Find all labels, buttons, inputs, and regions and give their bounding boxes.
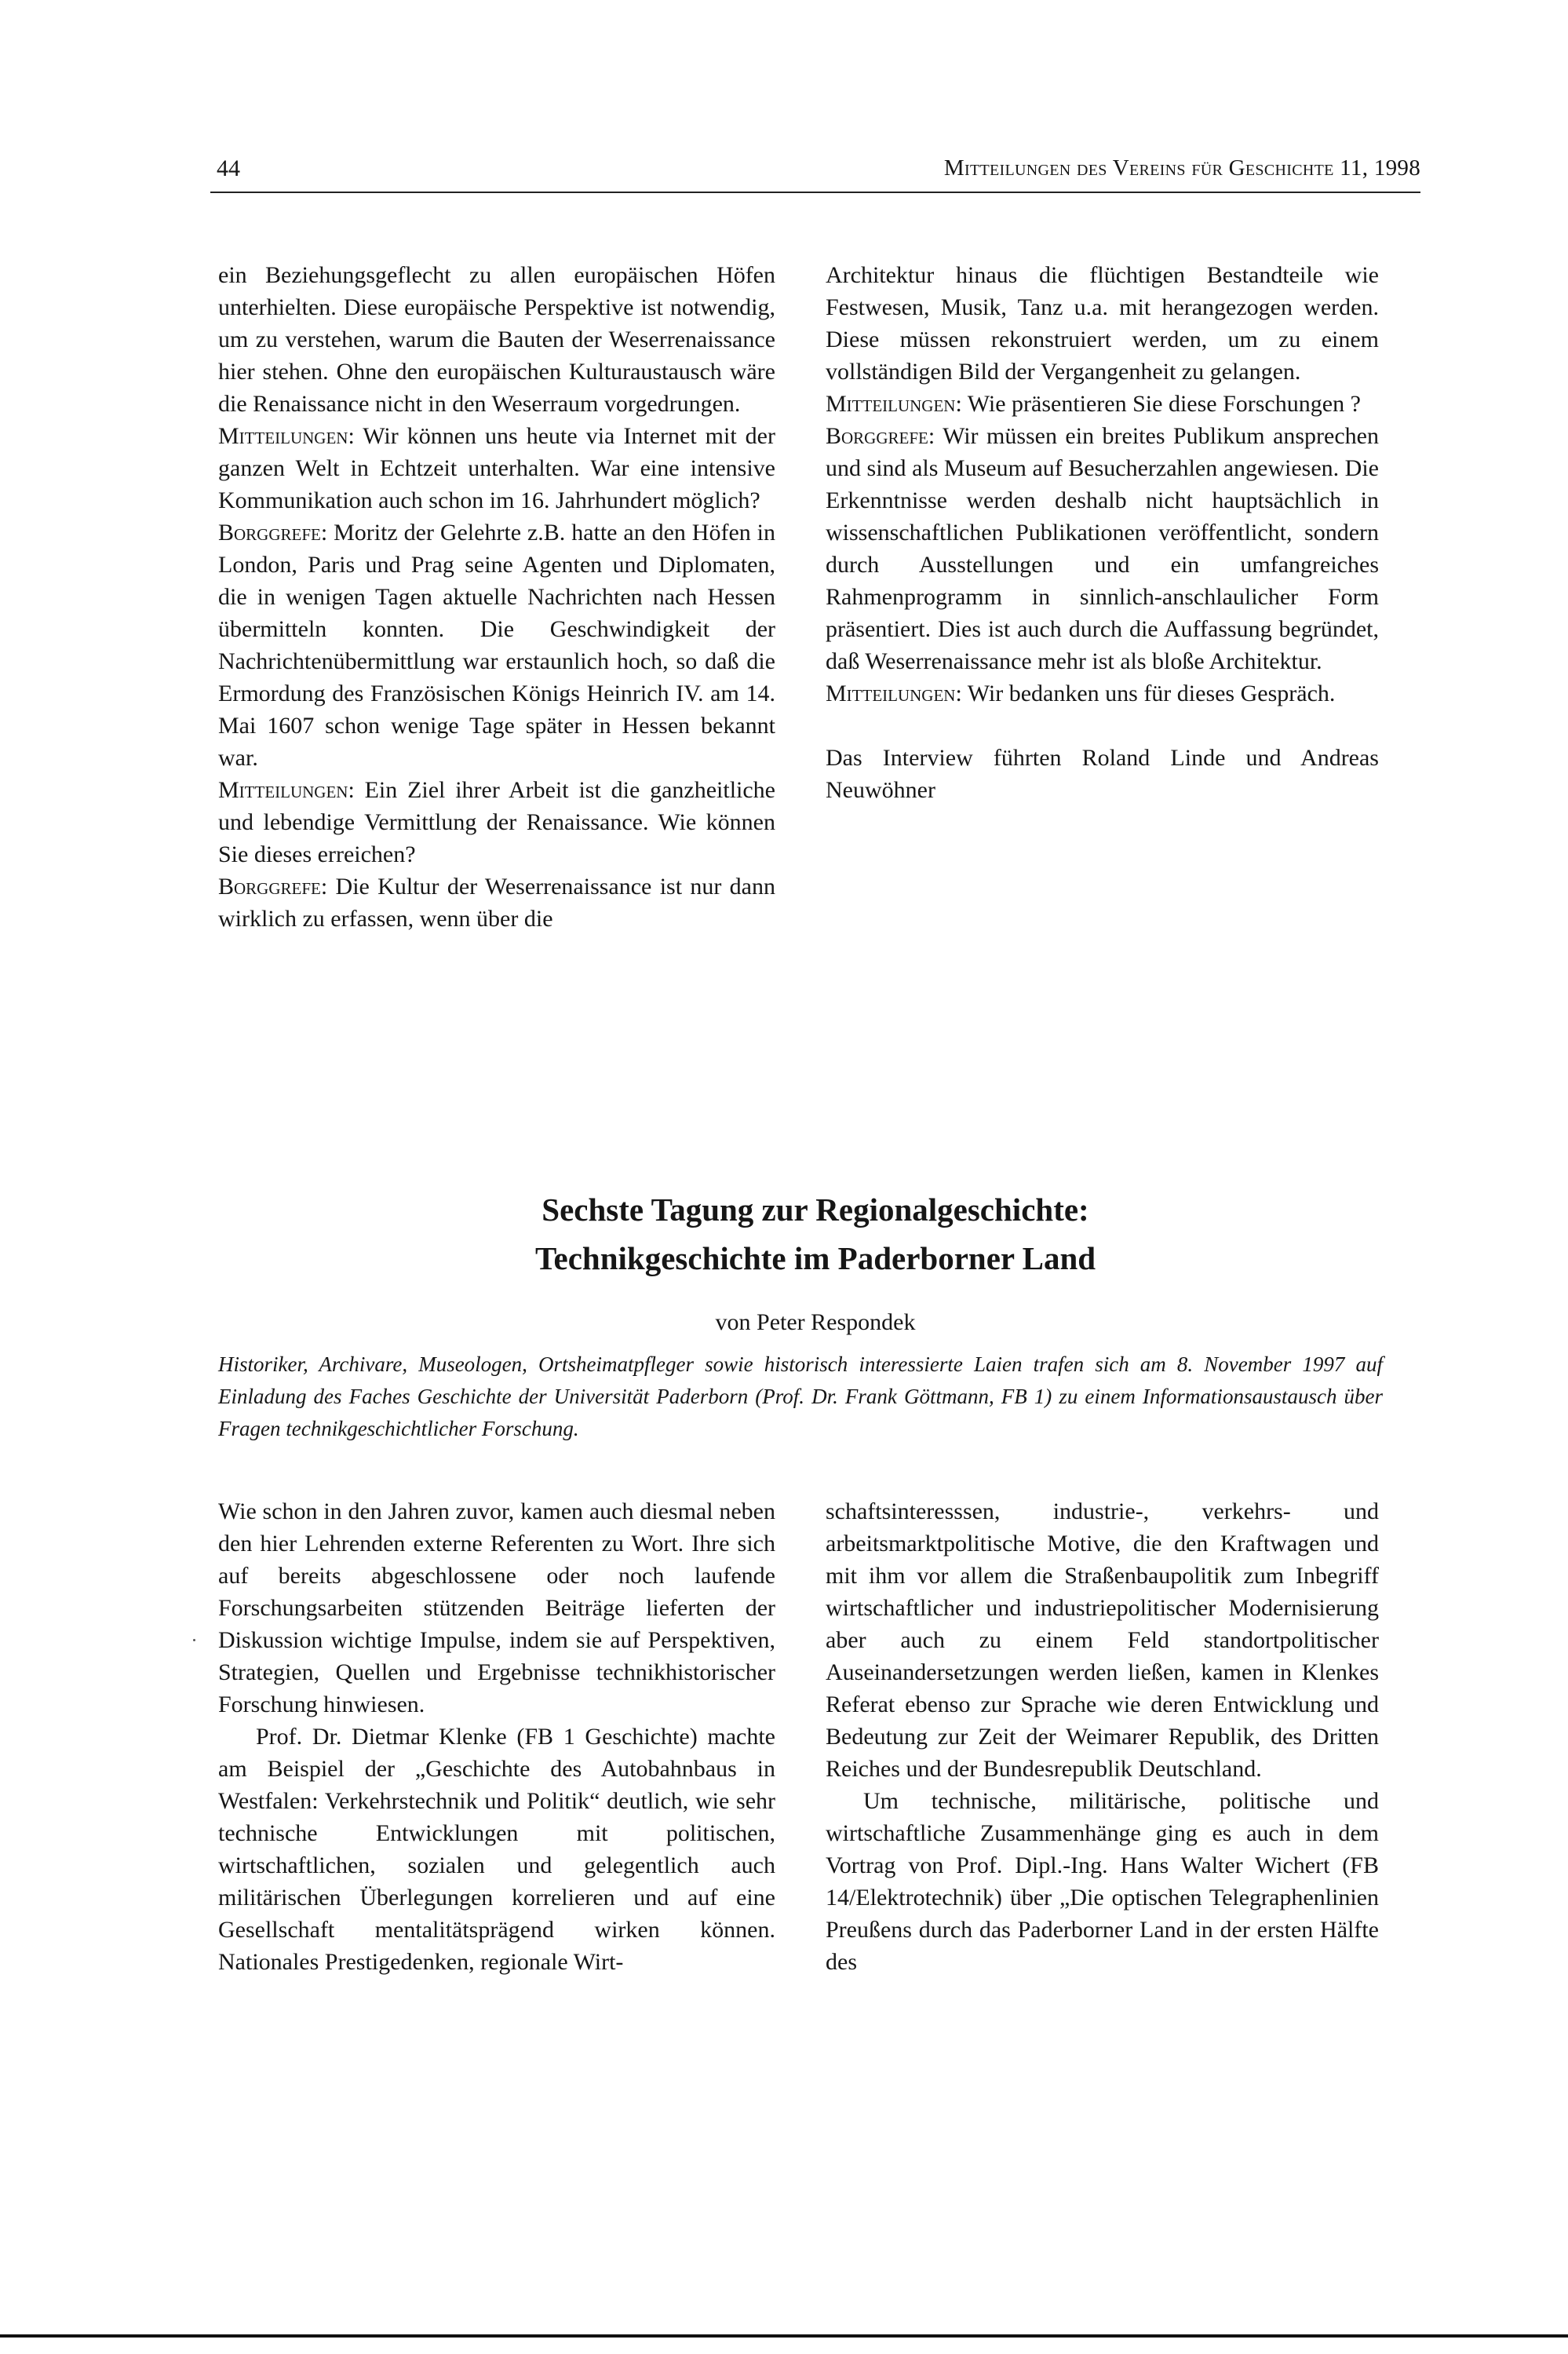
paragraph-text: ein Beziehungsgeflecht zu allen europäischen Höfen unterhielten. Diese europäische Perspektive ist notwendig, um zu verstehen, warum die Bauten der Weserrenaissance hier stehen. Ohne den europäischen Kulturaustausch wäre die Renaissance nicht in den Weserraum vorgedrungen. [218, 262, 775, 417]
paragraph-text: Wir müssen ein breites Publikum ansprechen und sind als Museum auf Besucherzahlen angewiesen. Die Erkenntnisse werden deshalb nicht hauptsächlich in wissenschaftlichen Publikationen veröffentlicht, sondern durch Ausstellungen und ein umfangreiches Rahmenprogramm in sinnlich-anschlaulicher Form präsentiert. Dies ist auch durch die Auffassung begründet, daß Weserrenaissance mehr ist als bloße Architektur. [826, 423, 1379, 674]
paragraph-text: Wie präsentieren Sie diese Forschungen ? [961, 391, 1361, 417]
paragraph-text: Die Kultur der Weserrenaissance ist nur dann wirklich zu erfassen, wenn über die [218, 874, 775, 932]
interview-paragraph [218, 870, 775, 935]
article-byline: von Peter Respondek [715, 1309, 916, 1335]
article-title [210, 1185, 1420, 1283]
interview-paragraph [218, 516, 775, 774]
interview-paragraph [218, 420, 775, 516]
speaker-label: Borggrefe: [826, 423, 935, 449]
article-title-line: Sechste Tagung zur Regionalgeschichte: [542, 1192, 1089, 1228]
speaker-label: Mitteilungen: [218, 777, 355, 803]
speaker-label: Borggrefe: [218, 874, 328, 900]
interview-paragraph [826, 677, 1379, 710]
speaker-label: Mitteilungen: [826, 391, 962, 417]
paragraph-text: Wir bedanken uns für dieses Gespräch. [961, 681, 1336, 706]
header-rule [210, 192, 1420, 193]
article-paragraph: Prof. Dr. Dietmar Klenke (FB 1 Geschichte) machte am Beispiel der „Geschichte des Autobahnbaus in Westfalen: Verkehrstechnik und Politik“ deutlich, wie sehr technische Entwicklungen mit politischen, wirtschaftlichen, sozialen und gelegentlich auch militärischen Überlegungen korrelieren und auf eine Gesellschaft mentalitätsprägend wirken können. Nationales Prestigedenken, regionale Wirt- [218, 1724, 775, 1975]
article-paragraph: schaftsinteresssen, industrie-, verkehrs- und arbeitsmarktpolitische Motive, die den Kraftwagen und mit ihm vor allem die Straßenbaupolitik zum Inbegriff wirtschaftlicher und industriepolitischer Modernisierung aber auch zu einem Feld standortpolitischer Auseinandersetzungen werden ließen, kamen in Klenkes Referat ebenso zur Sprache wie deren Entwicklung und Bedeutung zur Zeit der Weimarer Republik, des Dritten Reiches und der Bundesrepublik Deutschland. [826, 1498, 1379, 1782]
interview-left-column [218, 259, 775, 935]
speaker-label: Mitteilungen: [218, 423, 355, 449]
interview-credit: Das Interview führten Roland Linde und Andreas Neuwöhner [826, 745, 1379, 803]
speaker-label: Borggrefe: [218, 520, 328, 546]
interview-paragraph [826, 259, 1379, 388]
running-title: Mitteilungen des Vereins für Geschichte 11, 1998 [943, 155, 1420, 181]
article-title-line: Technikgeschichte im Paderborner Land [534, 1240, 1096, 1276]
page-number: 44 [217, 155, 240, 181]
interview-paragraph [826, 420, 1379, 677]
article-paragraph: Wie schon in den Jahren zuvor, kamen auch diesmal neben den hier Lehrenden externe Referenten zu Wort. Ihre sich auf bereits abgeschlossene oder noch laufende Forschungsarbeiten stützenden Beiträge lieferten der Diskussion wichtige Impulse, indem sie auf Perspektiven, Strategien, Quellen und Ergebnisse technikhistorischer Forschung hinwiesen. [218, 1498, 775, 1717]
page-header [210, 155, 1420, 195]
interview-right-column [826, 259, 1379, 806]
interview-paragraph [218, 259, 775, 420]
article-left-column [218, 1495, 775, 1978]
article-paragraph: Um technische, militärische, politische und wirtschaftliche Zusammenhänge ging es auch in dem Vortrag von Prof. Dipl.-Ing. Hans Walter Wichert (FB 14/Elektrotechnik) über „Die optischen Telegraphenlinien Preußens durch das Paderborner Land in der ersten Hälfte des [826, 1788, 1379, 1975]
paragraph-text: Wir können uns heute via Internet mit der ganzen Welt in Echtzeit unterhalten. War eine intensive Kommunikation auch schon im 16. Jahrhundert möglich? [218, 423, 775, 513]
article-right-column [826, 1495, 1379, 1978]
paragraph-text: Architektur hinaus die flüchtigen Bestandteile wie Festwesen, Musik, Tanz u.a. mit herangezogen werden. Diese müssen rekonstruiert werden, um zu einem vollständigen Bild der Vergangenheit zu gelangen. [826, 262, 1379, 385]
scan-bottom-edge [0, 2334, 1568, 2338]
scan-speck [193, 1639, 195, 1641]
paragraph-text: Moritz der Gelehrte z.B. hatte an den Höfen in London, Paris und Prag seine Agenten und Diplomaten, die in wenigen Tagen aktuelle Nachrichten nach Hessen übermitteln konnten. Die Geschwindigkeit der Nachrichtenübermittlung war erstaunlich hoch, so daß die Ermordung des Französischen Königs Heinrich IV. am 14. Mai 1607 schon wenige Tage später in Hessen bekannt war. [218, 520, 775, 771]
article-abstract: Historiker, Archivare, Museologen, Ortsheimatpfleger sowie historisch interessierte Laien trafen sich am 8. November 1997 auf Einladung des Faches Geschichte der Universität Paderborn (Prof. Dr. Frank Göttmann, FB 1) zu einem Informationsaustausch über Fragen technikgeschichtlicher Forschung. [218, 1352, 1383, 1440]
interview-paragraph [218, 774, 775, 870]
paragraph-text: Ein Ziel ihrer Arbeit ist die ganzheitliche und lebendige Vermittlung der Renaissance. Wie können Sie dieses erreichen? [218, 777, 775, 867]
interview-paragraph [826, 388, 1379, 420]
speaker-label: Mitteilungen: [826, 681, 962, 706]
